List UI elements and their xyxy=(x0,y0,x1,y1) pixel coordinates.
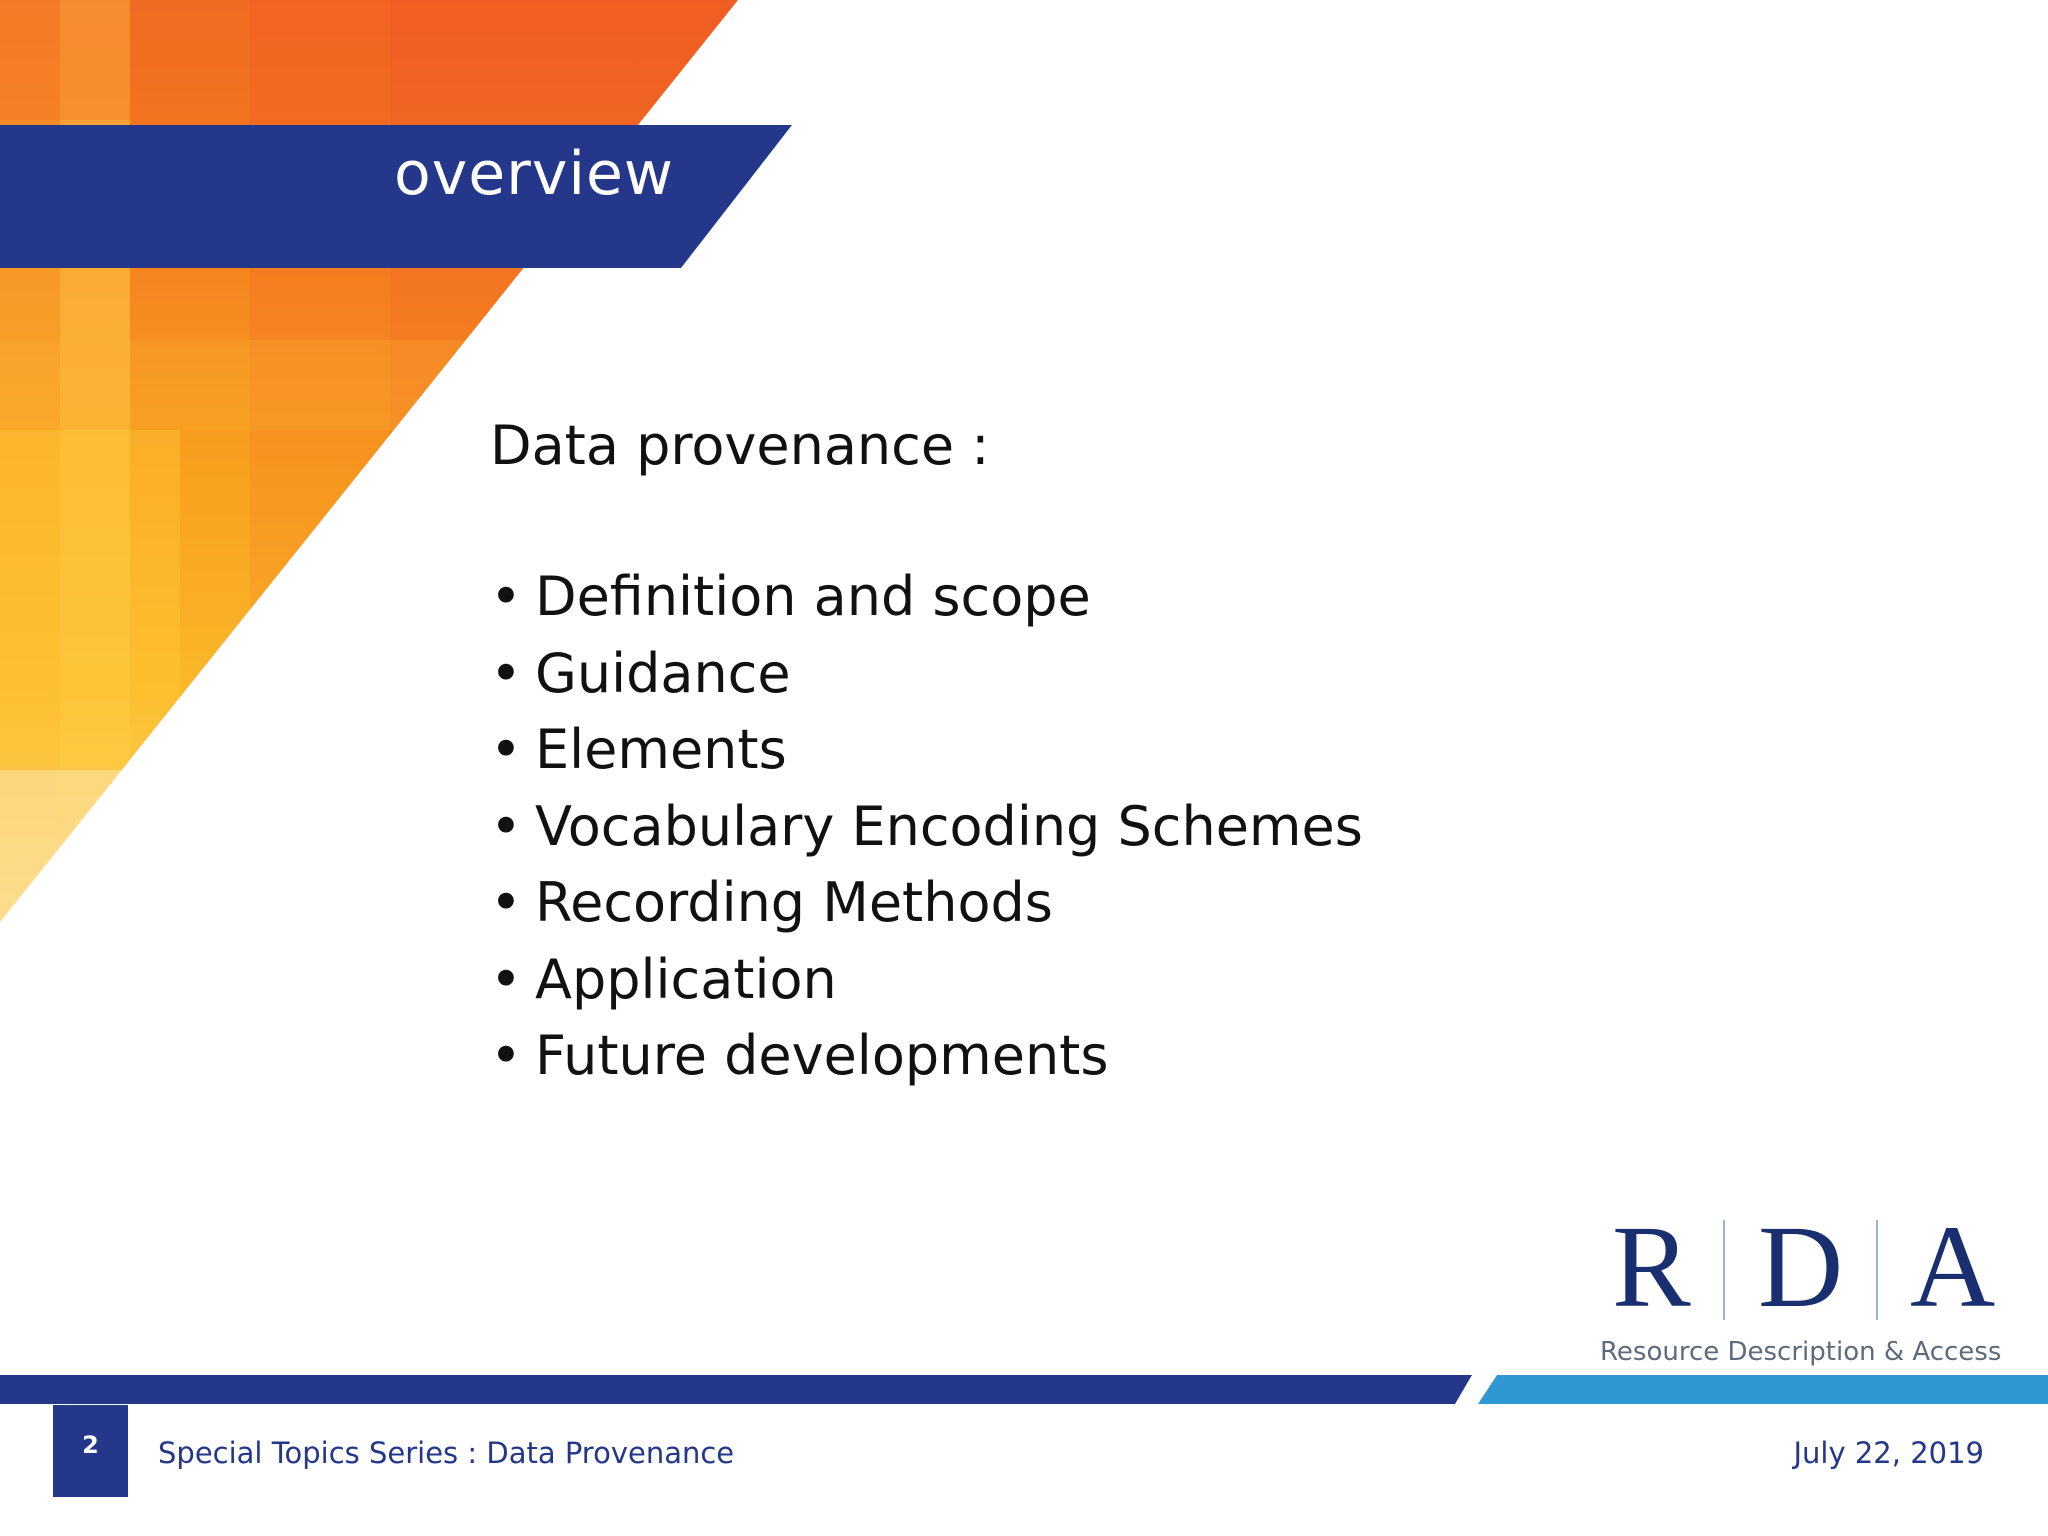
list-item xyxy=(490,559,1363,636)
bullet-icon: • xyxy=(490,641,522,705)
logo-letter-a: A xyxy=(1910,1201,1996,1332)
logo-divider xyxy=(1723,1220,1725,1320)
slide-body xyxy=(490,408,1363,1095)
bullet-icon: • xyxy=(490,565,522,628)
logo-tagline: Resource Description & Access xyxy=(1600,1337,2002,1367)
list-item-text: Elements xyxy=(535,718,787,781)
list-item xyxy=(490,712,1363,789)
intro-heading: Data provenance : xyxy=(490,414,990,477)
bullet-icon: • xyxy=(490,947,522,1011)
bullet-icon: • xyxy=(490,794,522,858)
list-item xyxy=(490,789,1363,866)
rda-logo xyxy=(1600,1201,2002,1375)
list-item-text: Guidance xyxy=(535,641,791,705)
list-item-text: Recording Methods xyxy=(535,871,1053,934)
footer-navy-band xyxy=(0,1375,1472,1404)
logo-wordmark xyxy=(1600,1201,2000,1332)
footer-date: July 22, 2019 xyxy=(1793,1436,1984,1470)
list-item-text: Future developments xyxy=(535,1024,1109,1087)
list-item-text: Application xyxy=(535,947,837,1011)
bullet-icon: • xyxy=(490,871,522,934)
page-number: 2 xyxy=(82,1431,99,1459)
list-item xyxy=(490,636,1363,713)
bullet-list xyxy=(490,559,1363,1095)
slide-title: overview xyxy=(394,139,674,209)
list-item xyxy=(490,1018,1363,1095)
list-item xyxy=(490,942,1363,1019)
bullet-icon: • xyxy=(490,1024,522,1087)
bullet-icon: • xyxy=(490,718,522,781)
list-item-text: Vocabulary Encoding Schemes xyxy=(535,794,1363,858)
logo-divider xyxy=(1876,1220,1878,1320)
logo-letter-d: D xyxy=(1758,1201,1844,1332)
logo-letter-r: R xyxy=(1612,1201,1691,1332)
list-item-text: Definition and scope xyxy=(535,565,1091,628)
footer-series-title: Special Topics Series : Data Provenance xyxy=(158,1436,735,1470)
footer-blue-band xyxy=(1478,1375,2048,1404)
list-item xyxy=(490,865,1363,942)
